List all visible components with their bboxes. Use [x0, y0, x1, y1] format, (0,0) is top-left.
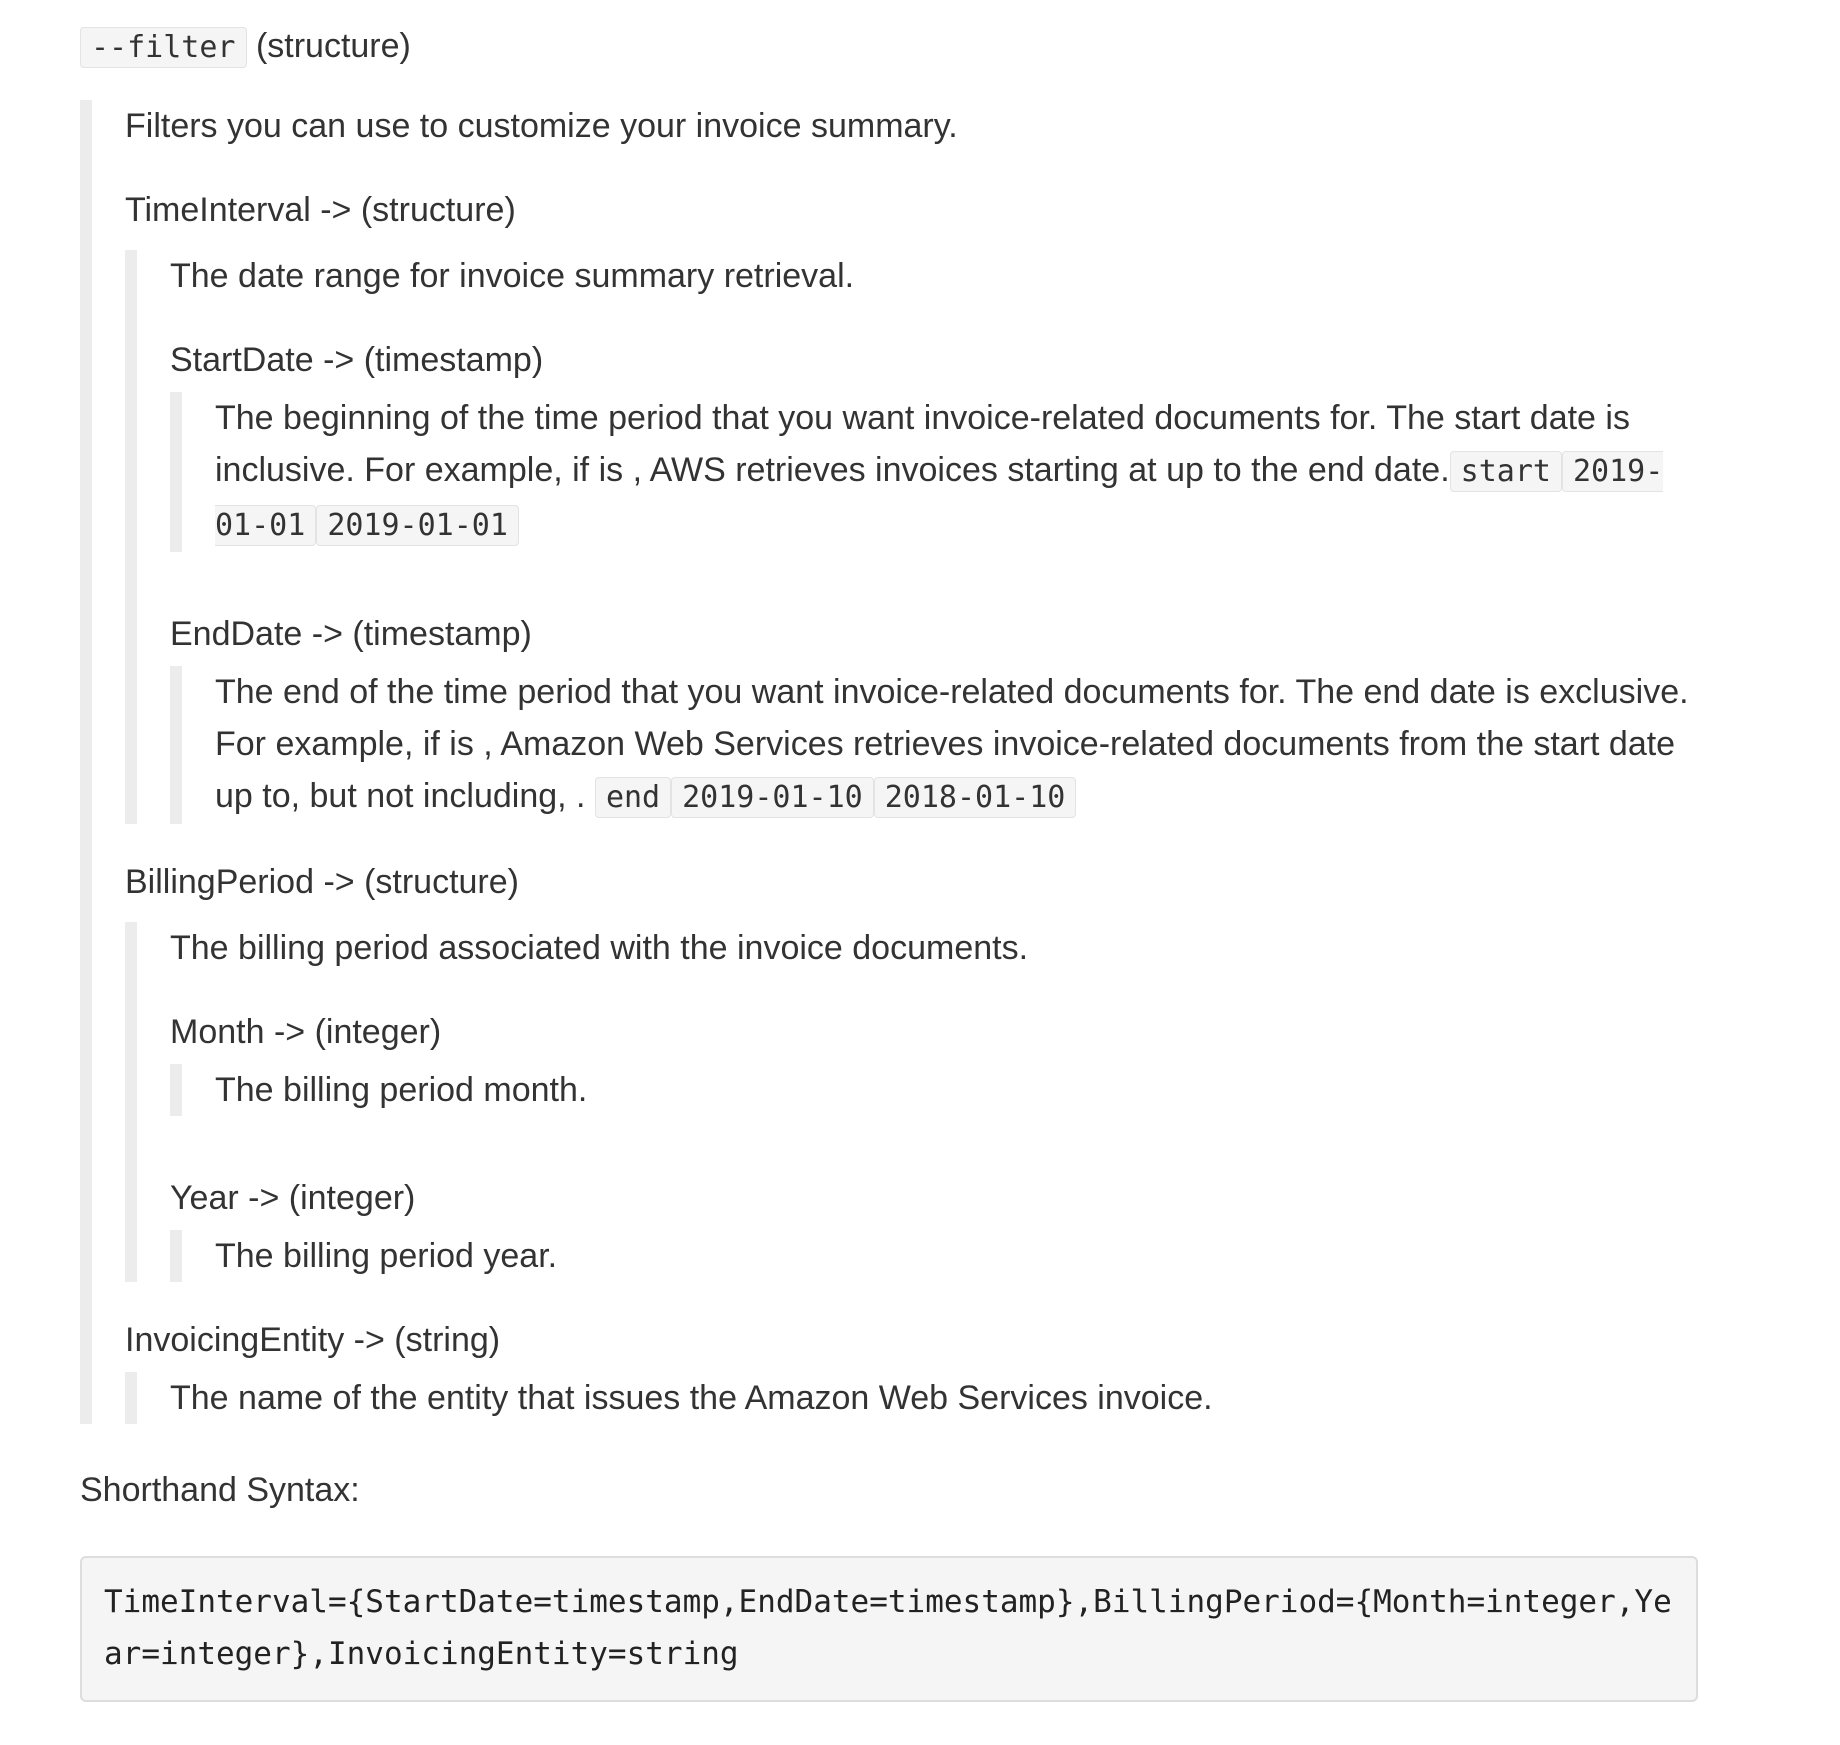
year-block	[170, 1230, 1700, 1282]
start-date-description	[215, 392, 1700, 552]
filter-description: Filters you can use to customize your invoice summary.	[125, 107, 958, 145]
start-date-block	[170, 392, 1700, 552]
invoicing-entity-block	[125, 1372, 1700, 1424]
time-interval-title: TimeInterval -> (structure)	[125, 191, 516, 229]
filter-description-block	[80, 100, 1700, 1424]
end-date-block	[170, 666, 1700, 824]
end-date-text: The end of the time period that you want invoice-related documents for. The end date is exclusive. For example, if is , Amazon Web Services retrieves invoice-related documents from the start date up to, but not including, .	[215, 673, 1689, 815]
end-date-description	[215, 666, 1700, 824]
parameter-doc	[80, 20, 1700, 1702]
invoicing-entity-description: The name of the entity that issues the Amazon Web Services invoice.	[170, 1379, 1213, 1417]
shorthand-code-block: TimeInterval={StartDate=timestamp,EndDate=timestamp},BillingPeriod={Month=integer,Year=integer},InvoicingEntity=string	[80, 1556, 1698, 1702]
month-description: The billing period month.	[215, 1071, 588, 1109]
time-interval-block	[125, 250, 1700, 824]
month-block	[170, 1064, 1700, 1116]
billing-period-title: BillingPeriod -> (structure)	[125, 863, 519, 901]
start-date-code-start: start	[1450, 451, 1562, 492]
param-flag: --filter	[80, 27, 247, 68]
param-type: (structure)	[255, 27, 411, 65]
year-description: The billing period year.	[215, 1237, 558, 1275]
start-date-code-2: 2019-01-01	[316, 505, 519, 546]
invoicing-entity-title: InvoicingEntity -> (string)	[125, 1321, 501, 1359]
billing-period-block	[125, 922, 1700, 1282]
billing-period-description: The billing period associated with the invoice documents.	[170, 929, 1029, 967]
start-date-text: The beginning of the time period that you want invoice-related documents for. The start date is inclusive. For example, if is , AWS retrieves invoices starting at up to the end date.	[215, 399, 1630, 489]
time-interval-description: The date range for invoice summary retrieval.	[170, 257, 855, 295]
month-title: Month -> (integer)	[170, 1013, 442, 1051]
end-date-code-1: 2019-01-10	[671, 777, 874, 818]
shorthand-label: Shorthand Syntax:	[80, 1471, 360, 1509]
param-heading	[80, 20, 1700, 74]
start-date-code-1: 2019-01-01	[215, 451, 1663, 546]
end-date-code-2: 2018-01-10	[874, 777, 1077, 818]
start-date-title: StartDate -> (timestamp)	[170, 341, 544, 379]
year-title: Year -> (integer)	[170, 1179, 416, 1217]
end-date-title: EndDate -> (timestamp)	[170, 615, 532, 653]
end-date-code-end: end	[595, 777, 671, 818]
